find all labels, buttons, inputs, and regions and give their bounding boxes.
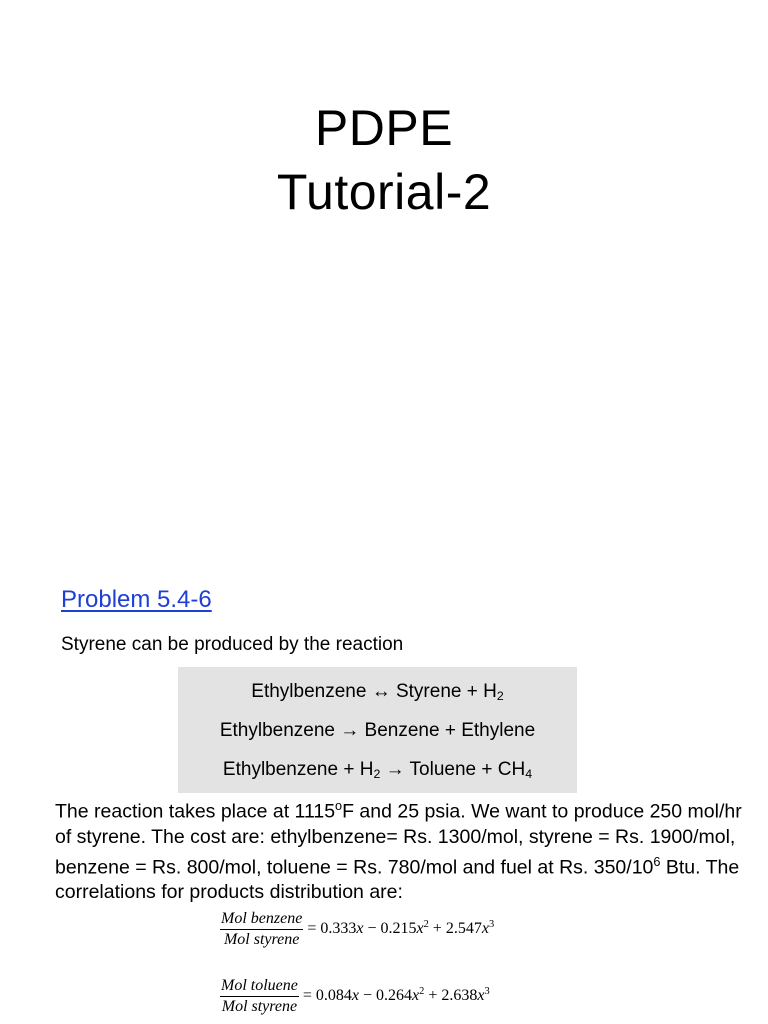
fraction-denominator: Mol styrene — [223, 930, 300, 948]
problem-link[interactable]: Problem 5.4-6 — [61, 586, 212, 613]
reaction-1 — [178, 672, 577, 711]
forward-arrow-icon: → — [385, 758, 405, 780]
slide-title — [0, 96, 768, 224]
coef-2: 0.264 — [376, 987, 413, 1005]
degree-mark: o — [335, 799, 343, 813]
reaction-2-rhs: Benzene + Ethylene — [364, 719, 536, 741]
equation-rhs: = $0.084x - 0.264x^2 + 2.638x^3$ — [302, 986, 490, 1005]
forward-arrow-icon: → — [340, 719, 360, 741]
equation-benzene — [220, 903, 494, 955]
fraction-numerator: Mol benzene — [220, 910, 303, 930]
equation-fraction — [220, 910, 303, 949]
reaction-3-lhs-sub: 2 — [373, 766, 381, 781]
reaction-3-rhs: Toluene + CH — [409, 758, 526, 780]
intro-text: Styrene can be produced by the reaction — [61, 634, 404, 655]
reaction-1-rhs-sub: 2 — [496, 688, 504, 703]
reaction-1-rhs: Styrene + H — [395, 680, 497, 702]
coef-3: 2.638 — [441, 987, 478, 1005]
reversible-arrow-icon: ↔ — [371, 680, 391, 702]
coef-3: 2.547 — [445, 920, 482, 938]
exponent-mark: 6 — [653, 854, 661, 869]
body-part-2: F and 25 psia. We want to produce 250 mol/hr of styrene. The cost are: ethylbenzene= Rs. 1300/mol, styrene = Rs. 1900/mol, benzene = Rs. 800/mol, toluene = Rs. 780/mol and fuel at Rs. 350/10 — [55, 800, 742, 879]
reaction-2 — [178, 711, 577, 750]
reaction-1-lhs: Ethylbenzene — [251, 680, 367, 702]
reaction-2-lhs: Ethylbenzene — [219, 719, 335, 741]
coef-1: 0.084 — [315, 987, 352, 1005]
title-line-2: Tutorial-2 — [276, 164, 492, 220]
equation-toluene — [220, 970, 490, 1022]
coef-1: 0.333 — [320, 920, 357, 938]
equation-rhs: = $0.333x - 0.215x^2 + 2.547x^3$ — [307, 919, 495, 938]
equation-fraction — [220, 977, 299, 1016]
problem-body — [55, 794, 755, 905]
body-part-1: The reaction takes place at 1115 — [55, 800, 336, 823]
fraction-denominator: Mol styrene — [221, 997, 298, 1015]
body-part-3: Btu. The correlations for products distribution are: — [55, 856, 740, 904]
reaction-3 — [178, 750, 577, 789]
coef-2: 0.215 — [380, 920, 417, 938]
fraction-numerator: Mol toluene — [220, 977, 299, 997]
reaction-3-rhs-sub: 4 — [525, 766, 533, 781]
title-line-1: PDPE — [314, 100, 454, 156]
reaction-box — [178, 667, 577, 793]
reaction-3-lhs: Ethylbenzene + H — [222, 758, 374, 780]
